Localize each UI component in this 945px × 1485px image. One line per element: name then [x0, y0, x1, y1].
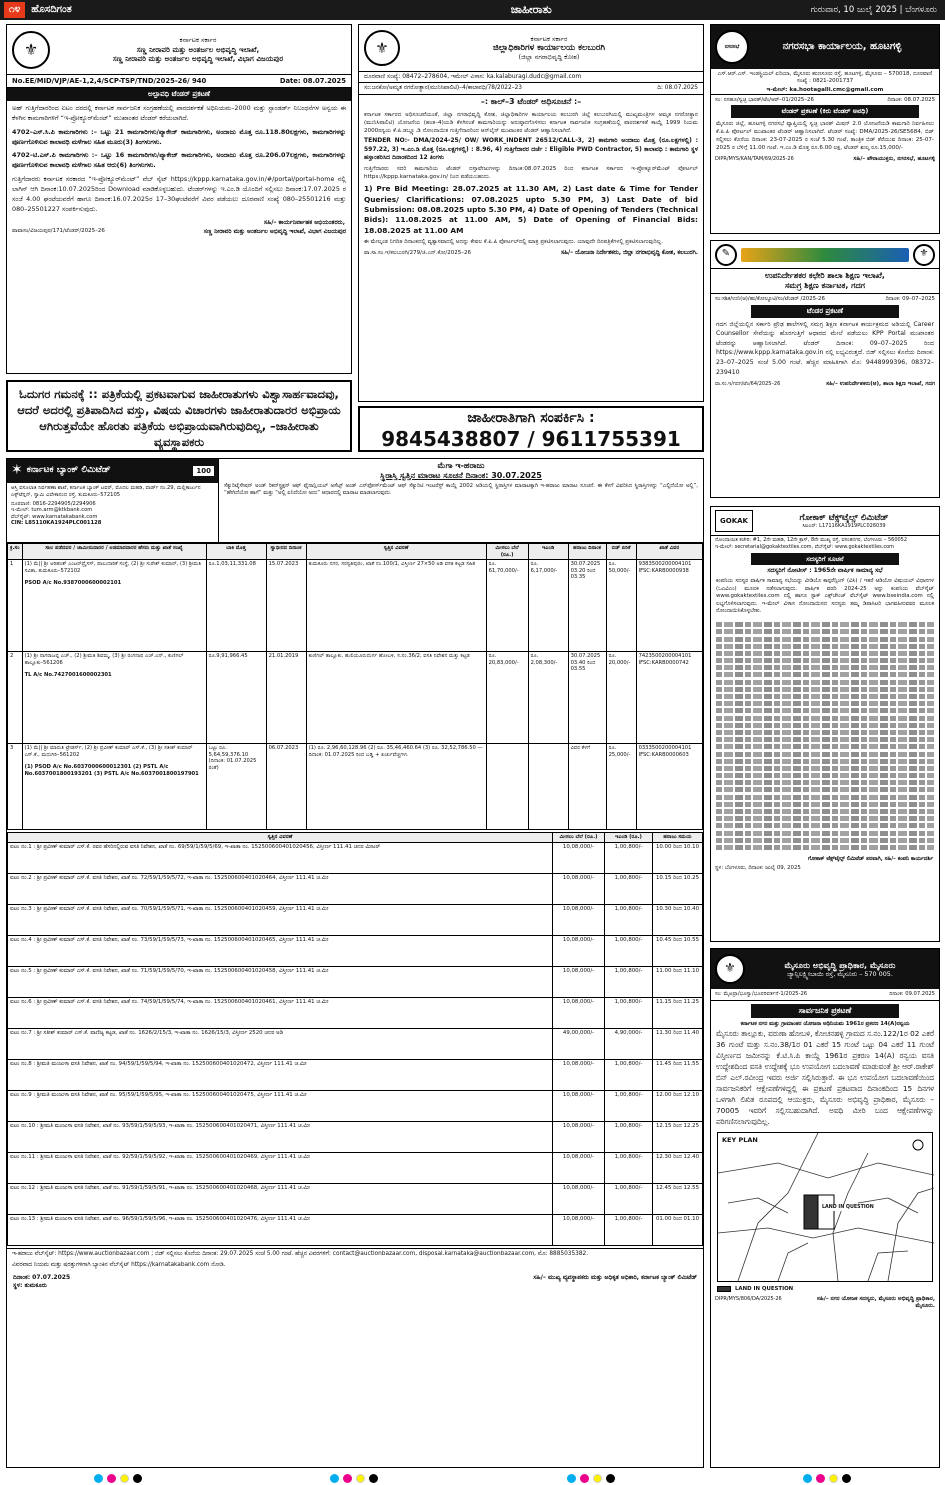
lot-emd: 1,00,800/- — [605, 1214, 653, 1245]
cell-auction: 30.07.2025 03.40 ರಿಂದ 03.55 — [568, 652, 606, 744]
office-cell: (ಜಿಲ್ಲಾ ನಗರಾಭಿವೃದ್ಧಿ ಕೋಶ) — [518, 53, 580, 62]
bank-web: ವೆಬ್‌ಸೈಟ್: www.karnatakabank.com — [11, 513, 98, 520]
lot-row — [8, 1059, 703, 1090]
lot-col-time: ಹರಾಜು ಸಮಯ — [653, 833, 703, 843]
cell-borrower-name: (1) ಶ್ರೀ ನಾಗರಾಜಪ್ಪ ಎಚ್., (2) ಶ್ರೀಮತಿ ಶಿವಮ್ಮ, (3) ಶ್ರೀ ರಂಗನಾಥ ಎಚ್.ಎನ್., ಕುಣಿಗಲ್ ತಾಲ್ಲೂಕು–561206 — [24, 653, 184, 666]
lot-time: 12.45 ರಿಂದ 12.55 — [653, 1183, 703, 1214]
karnataka-emblem-icon: ⚜ — [364, 30, 400, 66]
govt-label: ಕರ್ನಾಟಕ ಸರ್ಕಾರ — [530, 34, 568, 43]
notice-place: ಸ್ಥಳ: ತುಮಕೂರು — [13, 1281, 47, 1289]
signatory: ಸಹಿ/– ಉಪನಿರ್ದೇಶಕರು(ಆ), ಶಾಲಾ ಶಿಕ್ಷಣ ಇಲಾಖೆ, ಗದಗ — [826, 381, 935, 388]
cell-borrower — [22, 560, 206, 652]
lot-row — [8, 935, 703, 966]
cell-reserve: ರೂ. 20,83,000/- — [486, 652, 528, 744]
municipal-emblem-icon — [715, 30, 749, 64]
lot-time: 12.00 ರಿಂದ 12.10 — [653, 1090, 703, 1121]
cell-account-no: (1) PSOD A/c No.6037000600012301 (2) PSTL A/c No.6037001800193201 (3) PSTL A/c No.6037001800197901 — [24, 764, 199, 777]
lot-time: 10.45 ರಿಂದ 10.55 — [653, 935, 703, 966]
place-date: ಸ್ಥಳ: ಬೆಂಗಳೂರು, ದಿನಾಂಕ: ಜುಲೈ 09, 2025 — [715, 864, 801, 871]
lot-desc: ಐಟಂ ನಂ.4 : ಶ್ರೀ ಪ್ರವೀಣ್ ಕುಮಾರ್ ಎಸ್.ಕೆ. ವಸತಿ ನಿವೇಶನ, ಖಾತೆ ನಂ. 73/59/1/59/5/73, ಇ-ಖಾತಾ ನಂ. 152500600401020465, ವಿಸ್ತೀರ್ಣ 111.41 ಚ.ಮೀ — [8, 935, 553, 966]
lot-desc: ಐಟಂ ನಂ.10 : ಶ್ರೀಮತಿ ಮಂಜುಳಾ ವಸತಿ ನಿವೇಶನ, ಖಾತೆ ನಂ. 93/59/1/59/5/93, ಇ-ಖಾತಾ ನಂ. 152500600401020471, ವಿಸ್ತೀರ್ಣ 111.41 ಚ.ಮೀ — [8, 1121, 553, 1152]
notice-footer: ಈ ಮೇಲ್ಕಂಡ ನಿಗದಿತ ದಿನಾಂಕದಲ್ಲಿ ವ್ಯತ್ಯಾಸವಾದಲ್ಲಿ ಅದನ್ನು ಕೇವಲ ಕೆ.ಪಿ.ಪಿ ಪೋರ್ಟಲ್‌ನಲ್ಲಿ ಮಾತ್ರ ಪ್ರಕಟಿಸಲಾಗುವುದು. ಯಾವುದೇ ದಿನಪತ್ರಿಕೆಗಳಲ್ಲಿ ಪ್ರಕಟಿಸಲಾಗುವುದಿಲ್ಲ. — [364, 239, 663, 246]
lot-emd: 1,00,800/- — [605, 997, 653, 1028]
dept-name: ಸಣ್ಣ ನೀರಾವರಿ ಮತ್ತು ಅಂತರ್ಜಲ ಅಭಿವೃದ್ಧಿ ಇಲಾಖೆ, — [136, 44, 260, 54]
cell-possession: 06.07.2023 — [266, 744, 306, 830]
legend-label: LAND IN QUESTION — [735, 1285, 794, 1292]
office-name: ನಗರಸಭಾ ಕಾರ್ಯಾಲಯ, ಹೂಟಗಳ್ಳಿ — [782, 40, 902, 52]
lot-desc: ಐಟಂ ನಂ.3 : ಶ್ರೀ ಪ್ರವೀಣ್ ಕುಮಾರ್ ಎಸ್.ಕೆ. ವಸತಿ ನಿವೇಶನ, ಖಾತೆ ನಂ. 70/59/1/59/5/71, ಇ-ಖಾತಾ ನಂ. 152500600401020459, ವಿಸ್ತೀರ್ಣ 111.41 ಚ.ಮೀ — [8, 904, 553, 935]
ad-karnataka-bank — [6, 458, 704, 1468]
company-email: ಇ-ಮೇಲ್: secretarial@gokaktextiles.com, ವೆಬ್‌ಸೈಟ್: www.gokaktextiles.com — [715, 544, 895, 551]
emblem-label: ನಗರಸಭೆ — [724, 43, 740, 50]
cell-borrower-name: (1) ಮೆ|| ಶ್ರೀ ಮಾರುತಿ ಟ್ರೇಡರ್ಸ್, (2) ಶ್ರೀ ಪ್ರವೀಣ್ ಕುಮಾರ್ ಎಸ್.ಕೆ., (3) ಶ್ರೀ ಸತೀಶ್ ಕುಮಾರ್ ಎಸ್.ಕೆ., ಮಧುಗಿರಿ–561202 — [24, 745, 193, 758]
key-plan-title: KEY PLAN — [722, 1135, 758, 1144]
lot-reserve: 10,08,000/- — [553, 842, 605, 873]
cell-property: ತುಮಕೂರು ನಗರ, ಸರಸ್ವತಿಪುರಂ, ಖಾತೆ ನಂ.100/1, ವಿಸ್ತೀರ್ಣ 27×50 ಅಡಿ ವಸತಿ ಕಟ್ಟಡ ಸಹಿತ — [306, 560, 486, 652]
signatory: ಸಹಿ/– ನಗರ ಯೋಜಕ ಸದಸ್ಯರು, ಮೈಸೂರು ಅಭಿವೃದ್ಧಿ ಪ್ರಾಧಿಕಾರ, ಮೈಸೂರು. — [816, 1296, 935, 1310]
lot-time: 12.30 ರಿಂದ 12.40 — [653, 1152, 703, 1183]
ref-date: ದಿನಾಂಕ: 09–07–2025 — [885, 296, 935, 302]
ad-contact — [358, 406, 704, 452]
tender-dates: 1) Pre Bid Meeting: 28.07.2025 at 11.30 AM, 2) Last date & Time for Tender Queries/ Clarifications: 07.08.2025 upto 5.30 PM, 3) Last Date of bid Submission: 08.08.2025 upto 5.30 PM, 4) Date of Opening of Tenders (Technical Bids): 11.08.2025 at 11.00 AM, 5) Date of Opening of Financial Bids: 18.08.2025 at 11.00 AM — [364, 184, 698, 235]
lot-desc: ಐಟಂ ನಂ.8 : ಶ್ರೀಮತಿ ಮಂಜುಳಾ ವಸತಿ ನಿವೇಶನ, ಖಾತೆ ನಂ. 94/59/1/59/5/94, ಇ-ಖಾತಾ ನಂ. 152500600401020472, ವಿಸ್ತೀರ್ಣ 111.41 ಚ.ಮೀ — [8, 1059, 553, 1090]
cell-emd — [528, 744, 568, 830]
lot-time: 11.15 ರಿಂದ 11.25 — [653, 997, 703, 1028]
cell-account-no: PSOD A/c No.9387000600002101 — [24, 580, 122, 586]
lot-emd: 1,00,800/- — [605, 1059, 653, 1090]
lot-emd: 1,00,800/- — [605, 1152, 653, 1183]
cell-emd: ರೂ. 6,17,000/- — [528, 560, 568, 652]
office-sub: ಸಮಗ್ರ ಶಿಕ್ಷಣ ಕರ್ನಾಟಕ, ಗದಗ — [785, 281, 865, 290]
cell-no: 3 — [8, 744, 23, 830]
cmyk-marks-3 — [567, 1474, 615, 1483]
lot-reserve: 10,08,000/- — [553, 1059, 605, 1090]
col-account: ಖಾತೆ ವಿವರ — [636, 544, 702, 560]
bank-office: ಆಸ್ತಿ ವಸೂಲಾತಿ ನಿರ್ವಹಣಾ ಶಾಖೆ, ಕರ್ನಾಟಕ ಬ್ಯಾಂಕ್ ಟವರ್, ಮೊದಲ ಮಹಡಿ, ವಾರ್ಡ್ ನಂ.29, ಮಲ್ಲಿಕಾರ್ಜುನ ಎಕ್ಸ್‌ಟೆನ್ಷನ್, ಸ್ವಾಮಿ ವಿವೇಕಾನಂದ ರಸ್ತೆ, ತುಮಕೂರು–572105 — [11, 485, 201, 498]
signatory: ಸಹಿ/– ಯೋಜನಾ ನಿರ್ದೇಶಕರು, ಜಿಲ್ಲಾ ನಗರಾಭಿವೃದ್ಧಿ ಕೋಶ, ಕಲಬುರಗಿ. — [560, 250, 698, 257]
col-borrower: ಸಾಲ ಪಡೆದವರ / ಜಾಮೀನುದಾರರ / ಅಡಮಾನದಾರರ ಹೆಸರು ಮತ್ತು ಖಾತೆ ಸಂಖ್ಯೆ — [22, 544, 206, 560]
notice-date: ದಿನಾಂಕ: 07.07.2025 — [13, 1274, 71, 1282]
ad-kalaburagi — [358, 24, 704, 402]
lot-row — [8, 966, 703, 997]
lot-emd: 4,90,000/- — [605, 1028, 653, 1059]
auction-row — [8, 744, 703, 830]
cell-possession: 21.01.2019 — [266, 652, 306, 744]
notice-act: ಕರ್ನಾಟಕ ನಗರ ಮತ್ತು ಗ್ರಾಮಾಂತರ ಯೋಜನಾ ಅಧಿನಿಯಮ 1961ರ ಪ್ರಕರಣ 14(A)ರನ್ವಯ — [740, 1020, 910, 1027]
lot-reserve: 10,08,000/- — [553, 1214, 605, 1245]
cell-reserve: ರೂ. 61,70,000/- — [486, 560, 528, 652]
notice-body: ಗದಗ ಜಿಲ್ಲೆಯಲ್ಲಿನ ಸರ್ಕಾರಿ ಪ್ರೌಢ ಶಾಲೆಗಳಲ್ಲಿ ಸಮಗ್ರ ಶಿಕ್ಷಣ ಕರ್ನಾಟಕ ಕಾರ್ಯಕ್ರಮದ ಅಡಿಯಲ್ಲಿ Career Counsellor ಸೇವೆಯನ್ನು ಹೊರಗುತ್ತಿಗೆ ಆಧಾರದ ಮೇಲೆ ಪಡೆಯಲು KPP Portal ಮುಖಾಂತರ ಟೆಂಡರನ್ನು ಆಹ್ವಾನಿಸಲಾಗಿದೆ. ಟೆಂಡರ್ ದಿನಾಂಕ: 09–07–2025 ರಿಂದ https://www.kppp.karnataka.gov.in ನಲ್ಲಿ ಲಭ್ಯವಿರುತ್ತದೆ. ಬಿಡ್ ಸಲ್ಲಿಸಲು ಕೊನೆಯ ದಿನಾಂಕ: 23–07–2025 ಸಂಜೆ 5.00 ಗಂಟೆ. ಹೆಚ್ಚಿನ ಮಾಹಿತಿಗಾಗಿ ಮೊ: 9448999396, 08372–239410 — [716, 320, 934, 376]
land-label: LAND IN QUESTION — [822, 1204, 874, 1210]
contact-title: ಜಾಹೀರಾತಿಗಾಗಿ ಸಂಪರ್ಕಿಸಿ : — [467, 410, 595, 426]
cell-borrower — [22, 652, 206, 744]
dept-division: ಸಣ್ಣ ನೀರಾವರಿ ಮತ್ತು ಅಂತರ್ಜಲ ಅಭಿವೃದ್ಧಿ ಇಲಾಖೆ, ವಿಭಾಗ ವಿಜಯಪುರ — [112, 53, 284, 63]
lot-emd: 1,00,800/- — [605, 966, 653, 997]
notice-body: ಮೈಸೂರು ತಾಲ್ಲೂಕು, ವರುಣಾ ಹೋಬಳಿ, ಕೋಚನಹಳ್ಳಿ ಗ್ರಾಮದ ಸ.ನಂ.122/1ರ 02 ಎಕರೆ 36 ಗುಂಟೆ ಮತ್ತು ಸ.ನಂ.38/1ರ 01 ಎಕರೆ 15 ಗುಂಟೆ ಒಟ್ಟು 04 ಎಕರೆ 11 ಗುಂಟೆ ವಿಸ್ತೀರ್ಣದ ಜಮೀನನ್ನು ಕೆ.ಟಿ.ಸಿ.ಪಿ ಕಾಯ್ದೆ 1961ರ ಪ್ರಕರಣ 14(A) ರನ್ವಯ ವಸತಿ ಉದ್ದೇಶದಿಂದ ವಸತಿ ಉದ್ದೇಶಕ್ಕೆ ಭೂ ಉಪಯೋಗ ಬದಲಾವಣೆ ಮಾಡುವಂತೆ ಶ್ರೀ ಆರ್.ರಾಕೇಶ್ ಬಿನ್ ಎಲ್.ರವೀಂದ್ರ ಇವರು ಅರ್ಜಿ ಸಲ್ಲಿಸಿರುತ್ತಾರೆ. ಈ ಭೂ ಉಪಯೋಗ ಬದಲಾವಣೆಯಿಂದ ಸಾರ್ವಜನಿಕರಿಗೆ ಆಕ್ಷೇಪಣೆಗಳಿದ್ದಲ್ಲಿ ಈ ಪ್ರಕಟಣೆ ಪ್ರಕಟವಾದ ದಿನಾಂಕದಿಂದ 15 ದಿನಗಳ ಒಳಗಾಗಿ ಲಿಖಿತ ರೂಪದಲ್ಲಿ ಆಯುಕ್ತರು, ಮೈಸೂರು ಅಭಿವೃದ್ಧಿ ಪ್ರಾಧಿಕಾರ, ಮೈಸೂರು – 70005 ಇವರಿಗೆ ಸಲ್ಲಿಸಬಹುದಾಗಿದೆ. ಅವಧಿ ಮೀರಿ ಬಂದ ಆಕ್ಷೇಪಣೆಗಳನ್ನು ಪರಿಗಣಿಸಲಾಗುವುದಿಲ್ಲ. — [716, 1029, 934, 1126]
bank-email: ಇ-ಮೇಲ್: tum.arm@ktkbank.com — [11, 507, 93, 513]
tender-details: TENDER NO:- DMA/2024-25/ OW/ WORK_INDENT 26512/CALL-3, 2) ಕಾಮಗಾರಿ ಅಂದಾಜು ಮೊತ್ತ (ರೂ.ಲಕ್ಷಗಳಲ್ಲಿ) : 597.22, 3) ಇ.ಎಂ.ಡಿ ಮೊತ್ತ (ರೂ.ಲಕ್ಷಗಳಲ್ಲಿ) : 8.96, 4) ಗುತ್ತಿಗೆದಾರರ ದರ್ಜೆ : Eligible PWD Contractor, 5) ಕಾಲಾವಧಿ : ಕಾಮಗಾರಿ ಸ್ಥಳ ಹಸ್ತಾಂತರಿಸಿದ ದಿನಾಂಕದಿಂದ 12 ತಿಂಗಳು — [364, 137, 698, 162]
office-name: ಮೈಸೂರು ಅಭಿವೃದ್ಧಿ ಪ್ರಾಧಿಕಾರ, ಮೈಸೂರು — [784, 959, 896, 970]
lot-reserve: 10,08,000/- — [553, 904, 605, 935]
cmyk-marks-2 — [330, 1474, 378, 1483]
sale-intro: ಸೆಕ್ಯುರಿಟೈಸೇಷನ್ ಅಂಡ್ ರಿಕನ್‌ಸ್ಟ್ರಕ್ಷನ್ ಆಫ್ ಫೈನಾನ್ಷಿಯಲ್ ಅಸೆಟ್ಸ್ ಅಂಡ್ ಎನ್‌ಫೋರ್ಸ್‌ಮೆಂಟ್ ಆಫ್ ಸೆಕ್ಯುರಿಟಿ ಇಂಟರೆಸ್ಟ್ ಕಾಯ್ದೆ 2002 ಅಡಿಯಲ್ಲಿ ಸ್ಥಿರಾಸ್ತಿಗಳ ಮಾರಾಟಕ್ಕಾಗಿ ಇ-ಹರಾಜು ಮಾರಾಟ ಸೂಚನೆ. ಈ ಕೆಳಗೆ ವಿವರಿಸಿದ ಸ್ಥಿರಾಸ್ತಿಗಳನ್ನು “ಎಲ್ಲಿದೆಯೋ ಅಲ್ಲಿ”, “ಹೇಗಿದೆಯೋ ಹಾಗೆ” ಮತ್ತು “ಅಲ್ಲಿ ಏನಿದೆಯೋ ಅದು” ಆಧಾರದಲ್ಲಿ ಮಾರಾಟ ಮಾಡಲಾಗುವುದು. — [224, 483, 698, 497]
cell-property: ಕುಣಿಗಲ್ ತಾಲ್ಲೂಕು, ಹುಲಿಯೂರುದುರ್ಗ ಹೋಬಳಿ, ಸ.ನಂ.36/2, ವಸತಿ ನಿವೇಶನ ಮತ್ತು ಕಟ್ಟಡ — [306, 652, 486, 744]
paper-name: ಹೊಸದಿಗಂತ — [31, 3, 72, 15]
company-address: ನೋಂದಾಯಿತ ಕಚೇರಿ: #1, 2ನೇ ಮಹಡಿ, 12ನೇ ಕ್ರಾಸ್, 8ನೇ ಮುಖ್ಯ ರಸ್ತೆ, ವಸಂತನಗರ, ಬೆಂಗಳೂರು – 560052 — [715, 537, 908, 543]
lot-reserve: 10,08,000/- — [553, 1183, 605, 1214]
signatory-office: ಸಣ್ಣ ನೀರಾವರಿ ಮತ್ತು ಅಂತರ್ಜಲ ಅಭಿವೃದ್ಧಿ ಇಲಾಖೆ, ವಿಭಾಗ ವಿಜಯಪುರ — [203, 228, 346, 236]
lot-emd: 1,00,800/- — [605, 842, 653, 873]
lot-table — [7, 832, 703, 1246]
col-no: ಕ್ರ.ಸಂ — [8, 544, 23, 560]
lot-reserve: 10,08,000/- — [553, 1121, 605, 1152]
lot-emd: 1,00,800/- — [605, 873, 653, 904]
cell-due: ರೂ.9,91,966.45 — [206, 652, 266, 744]
lot-time: 11.00 ರಿಂದ 11.10 — [653, 966, 703, 997]
karnataka-bank-logo-icon: ✶ — [11, 462, 23, 479]
lot-row — [8, 1152, 703, 1183]
ad-gokak — [710, 506, 940, 942]
lot-reserve: 10,08,000/- — [553, 1152, 605, 1183]
auction-table — [7, 543, 703, 830]
lot-time: 11.30 ರಿಂದ 11.40 — [653, 1028, 703, 1059]
dateline: ಗುರುವಾರ, 10 ಜುಲೈ 2025 | ಬೆಂಗಳೂರು — [810, 4, 937, 15]
cell-due: ರೂ.1,03,11,331.08 — [206, 560, 266, 652]
col-emd: ಇಎಂಡಿ — [528, 544, 568, 560]
lot-time: 10.30 ರಿಂದ 10.40 — [653, 904, 703, 935]
signatory: ಗೋಕಾಕ್ ಟೆಕ್ಸ್‌ಟೈಲ್ಸ್ ಲಿಮಿಟೆಡ್ ಪರವಾಗಿ, ಸಹಿ/– ಕಂಪನಿ ಕಾರ್ಯದರ್ಶಿ — [807, 856, 933, 863]
lot-emd: 1,00,800/- — [605, 935, 653, 966]
ref-number: ಸಂ:ಜನಕೋ/ಅಮೃತ ನಗರೋತ್ಥಾನ(ಮುನಿಸಿಪಾಲಿಟಿ)–4/ಕಾಲಾವಧಿ/78/2022–23 — [364, 84, 522, 91]
legend-swatch — [717, 1286, 731, 1292]
col-possession: ಸ್ವಾಧೀನದ ದಿನಾಂಕ — [266, 544, 306, 560]
contact-phones: 9845438807 / 9611755391 — [381, 426, 681, 451]
lot-reserve: 10,08,000/- — [553, 935, 605, 966]
lot-row — [8, 1121, 703, 1152]
cell-possession: 15.07.2023 — [266, 560, 306, 652]
gokak-logo: GOKAK — [715, 510, 753, 532]
registration-marks — [0, 1472, 945, 1485]
cmyk-marks-4 — [803, 1474, 851, 1483]
company-cin: ಸಿಐಎನ್: L17116KA1919PLC026039 — [802, 523, 886, 530]
notice-body: ಕರ್ನಾಟಕ ಸರ್ಕಾರದ ಅಧಿಸೂಚನೆಯಂತೆ, ಜಿಲ್ಲಾ ನಗರಾಭಿವೃದ್ಧಿ ಕೋಶ, ಜಿಲ್ಲಾಧಿಕಾರಿಗಳ ಕಾರ್ಯಾಲಯ ಕಲಬುರಗಿ ಜಿಲ್ಲೆ ಕಲಬುರಗಿಯಲ್ಲಿ ಮುಖ್ಯಮಂತ್ರಿಗಳ ಅಮೃತ ನಗರೋತ್ಥಾನ (ಮುನಿಸಿಪಾಲಿಟಿ) ಯೋಜನೆಯ (ಹಂತ–4)ಯಡಿ ಕೆಳಗಿನಂತೆ ಕಾಮಗಾರಿಯನ್ನು ಅನುಷ್ಠಾನಗೊಳಿಸಲು ಕರ್ನಾಟಕ ಸಾರ್ವಜನಿಕ ಸಂಗ್ರಹಣೆಯಲ್ಲಿ ಪಾರದರ್ಶಕತೆ ಕಾಯ್ದೆ 1999 ನಿಯಮ 2000ರನ್ವಯ ಕೆ.ಪಿ.ಡಬ್ಲ್ಯೂ.ಡಿ ನೋಂದಾಯಿತ ಗುತ್ತಿಗೆದಾರರಿಂದ ಆನ್‌ಲೈನ್ ಮುಖಾಂತರ ಟೆಂಡರ್ ಆಹ್ವಾನಿಸಲಾಗಿದೆ. — [364, 111, 698, 134]
cell-borrower-name: (1) ಮೆ|| ಶ್ರೀ ಅರಿಹಂತ್ ಎಂಟರ್‌ಪ್ರೈಸಸ್, ಪಾಲುದಾರಿಕೆ ಸಂಸ್ಥೆ, (2) ಶ್ರೀ ಸುರೇಶ್ ಕುಮಾರ್, (3) ಶ್ರೀಮತಿ ಸವಿತಾ, ತುಮಕೂರು–572102 — [24, 561, 202, 574]
ref-date: Date: 08.07.2025 — [279, 77, 346, 85]
lot-desc: ಐಟಂ ನಂ.12 : ಶ್ರೀಮತಿ ಮಂಜುಳಾ ವಸತಿ ನಿವೇಶನ, ಖಾತೆ ನಂ. 91/59/1/59/5/91, ಇ-ಖಾತಾ ನಂ. 152500600401020468, ವಿಸ್ತೀರ್ಣ 111.41 ಚ.ಮೀ — [8, 1183, 553, 1214]
notice-para: ಅಹ್ ಗುತ್ತಿಗೆದಾರರಿಂದ ಐಟಂ ದರದಲ್ಲಿ ಕರ್ನಾಟಕ ಸಾರ್ವಜನಿಕ ಸಂಗ್ರಹಣೆಯಲ್ಲಿ ಪಾರದರ್ಶಕತೆ ಅಧಿನಿಯಮ–2000 ಮತ್ತು ಸ್ಟಾಂಡರ್ಡ್ ನಿಬಂಧನೆಗಳ ಅನ್ವಯ ಈ ಕೆಳಗಿನ ಕಾಮಗಾರಿಗಳಿಗೆ “ಇ-ಪ್ರೋಕ್ಯೂರ್‌ಮೆಂಟ್” ಮುಖಾಂತರ ಟೆಂಡರ್ ಕರೆಯಲಾಗಿದೆ. — [12, 104, 346, 123]
readers-notice-text: ಓದುಗರ ಗಮನಕ್ಕೆ :: ಪತ್ರಿಕೆಯಲ್ಲಿ ಪ್ರಕಟವಾಗುವ ಜಾಹೀರಾತುಗಳು ವಿಶ್ವಾಸಾರ್ಹವಾದವು, ಆದರೆ ಅದರಲ್ಲಿ ಪ್ರತಿಪಾದಿಸಿದ ವಸ್ತು, ವಿಷಯ ವಿಚಾರಗಳು ಜಾಹೀರಾತುದಾರರ ಅಭಿಪ್ರಾಯ ಆಗಿರುತ್ತವೆಯೇ ಹೊರತು ಪತ್ರಿಕೆಯ ಅಭಿಪ್ರಾಯವಾಗಿರುವುದಿಲ್ಲ, –ಜಾಹೀರಾತು ವ್ಯವಸ್ಥಾಪಕರು — [17, 387, 341, 450]
cell-emd: ರೂ. 2,08,300/- — [528, 652, 568, 744]
notice-para-portal: ಗುತ್ತಿಗೆದಾರರು ಕರ್ನಾಟಕ ಸರಕಾರದ “ಇ-ಪ್ರೋಕ್ಯೂರ್‌ಮೆಂಟ್” ವೆಬ್ ಸೈಟ್ https://kppp.karnataka.gov.in/#/portal/portal-home ನಲ್ಲಿ ಲಾಗಿನ್ ಆಗಿ ದಿನಾಂಕ:10.07.2025ರಿಂದ Download ಮಾಡಿಕೊಳ್ಳಬಹುದು. ಟೆಂಡರ್‌ಗಳನ್ನು ಇ.ಎಂ.ಡಿ ಯೊಂದಿಗೆ ಸಲ್ಲಿಸಲು ದಿನಾಂಕ:17.07.2025 ರ ಸಂಜೆ 4.00 ಘಂಟೆಯವರೆಗೆ ಹಾಗೂ ದಿನಾಂಕ:16.07.2025ರ 17–30ಘಂಟೆವರೆಗೆ ವಿವರ ಪಡೆಯಲು ದೂರವಾಣಿ ಸಂಖ್ಯೆ 080–25501216 ಮತ್ತು 080–25501227 ಸಂಪರ್ಕಿಸುವುದು. — [12, 174, 346, 214]
lot-row — [8, 1183, 703, 1214]
notice-title: ಟೆಂಡರ್ ಪ್ರಕಟಣೆ (ಕಿರು ಟೆಂಡರ್ ಅವಧಿ) — [731, 105, 919, 117]
auction-row — [8, 652, 703, 744]
ad-gadag — [710, 240, 940, 498]
cell-increment: ರೂ. 50,000/- — [606, 560, 636, 652]
cell-due: ಒಟ್ಟು ರೂ. 5,64,59,376.10 (ದಿನಾಂಕ: 01.07.2025 ರಂತೆ) — [206, 744, 266, 830]
col-reserve: ಮೀಸಲು ಬೆಲೆ (ರೂ.) — [486, 544, 528, 560]
cell-auction: 30.07.2025 03.20 ರಿಂದ 03.35 — [568, 560, 606, 652]
sale-notice-title: ಸ್ಥಿರಾಸ್ತಿ ಸ್ವತ್ತಿನ ಮಾರಾಟ ಸೂಚನೆ ದಿನಾಂಕ: 30.07.2025 — [380, 471, 542, 480]
notice-body: ಮೈಸೂರು ಜಿಲ್ಲೆ, ಹೂಟಗಳ್ಳಿ ನಗರಸಭೆ ವ್ಯಾಪ್ತಿಯಲ್ಲಿ ಸ್ವಚ್ಛ ಭಾರತ್ ಮಿಷನ್ 2.0 ಯೋಜನೆಯಡಿ ಕಾಮಗಾರಿ ನಿರ್ವಹಿಸಲು ಕೆ.ಪಿ.ಪಿ ಪೋರ್ಟಲ್ ಮುಖಾಂತರ ಟೆಂಡರ್ ಆಹ್ವಾನಿಸಲಾಗಿದೆ. ಟೆಂಡರ್ ಸಂಖ್ಯೆ: DMA/2025-26/SE5684, ಬಿಡ್ ಸಲ್ಲಿಸಲು ಕೊನೆಯ ದಿನಾಂಕ: 23-07-2025 ರ ಸಂಜೆ 5.30 ಗಂಟೆ, ತಾಂತ್ರಿಕ ಬಿಡ್ ತೆರೆಯುವ ದಿನಾಂಕ: 25-07-2025 ರ ಬೆಳಿಗ್ಗೆ 11.00 ಗಂಟೆ. ಇ.ಎಂ.ಡಿ ಮೊತ್ತ ರೂ.6.00 ಲಕ್ಷ, ಟೆಂಡರ್ ಶುಲ್ಕ ರೂ.15,000/- — [716, 120, 934, 151]
dipr-code: ವಾ.ಸಂ.ಇ/ಗದಗ/ಟೆಂ/64/2025–26 — [715, 381, 781, 388]
bank-signatory: ಸಹಿ/– ಮುಖ್ಯ ವ್ಯವಸ್ಥಾಪಕರು ಮತ್ತು ಅಧಿಕೃತ ಅಧಿಕಾರಿ, ಕರ್ನಾಟಕ ಬ್ಯಾಂಕ್ ಲಿಮಿಟೆಡ್ — [533, 1274, 697, 1282]
govt-label: ಕರ್ನಾಟಕ ಸರ್ಕಾರ — [179, 36, 217, 45]
ref-date: ದಿ: 08.07.2025 — [657, 84, 698, 91]
page-number: ೧೪ — [4, 2, 25, 19]
lot-desc: ಐಟಂ ನಂ.11 : ಶ್ರೀಮತಿ ಮಂಜುಳಾ ವಸತಿ ನಿವೇಶನ, ಖಾತೆ ನಂ. 92/59/1/59/5/92, ಇ-ಖಾತಾ ನಂ. 152500600401020469, ವಿಸ್ತೀರ್ಣ 111.41 ಚ.ಮೀ — [8, 1152, 553, 1183]
ref-number: ಸಂ: ನಸಹೂ/ಸ್ವಚ್ಛ ಭಾರತ್/ಟೆಂ/ಆರ್–01/2025–26 — [715, 96, 814, 103]
notice-title: –: ಕಾಲ್–3 ಟೆಂಡರ್ ಅಧಿಸೂಚನೆ :– — [480, 96, 582, 106]
contact-line: ದೂರವಾಣಿ ಸಂಖ್ಯೆ: 08472–278604, ಇಮೇಲ್ ವಿಳಾಸ: ka.kalaburagi.dudc@gmail.com — [359, 71, 703, 83]
lot-row — [8, 997, 703, 1028]
signatory: ಸಹಿ/– ಪೌರಾಯುಕ್ತರು, ನಗರಸಭೆ, ಹೂಟಗಳ್ಳಿ — [853, 156, 935, 163]
cell-no: 2 — [8, 652, 23, 744]
col-increment: ಬಿಡ್ ಏರಿಕೆ — [606, 544, 636, 560]
cell-property: (1) ರೂ. 2,96,60,128.96 (2) ರೂ. 35,46,460.64 (3) ರೂ. 32,52,786.50 — ದಿನಾಂಕ: 01.07.2025 ರಿಂದ ಬಡ್ಡಿ + ಖರ್ಚುವೆಚ್ಚಗಳು — [306, 744, 486, 830]
masthead — [0, 0, 945, 20]
office-email: ಇ-ಮೇಲ್: ka.hootagalli.cmc@gmail.com — [766, 86, 884, 93]
cell-account-no: TL A/c No.7427001600002301 — [24, 672, 112, 678]
lot-row — [8, 1028, 703, 1059]
cell-borrower — [22, 744, 206, 830]
lot-reserve: 10,08,000/- — [553, 1090, 605, 1121]
lot-desc: ಐಟಂ ನಂ.6 : ಶ್ರೀ ಪ್ರವೀಣ್ ಕುಮಾರ್ ಎಸ್.ಕೆ. ವಸತಿ ನಿವೇಶನ, ಖಾತೆ ನಂ. 74/59/1/59/5/74, ಇ-ಖಾತಾ ನಂ. 152500600401020461, ವಿಸ್ತೀರ್ಣ 111.41 ಚ.ಮೀ — [8, 997, 553, 1028]
samagra-shikshana-logo-icon: ✎ — [715, 244, 737, 266]
ad-muda — [710, 948, 940, 1468]
cell-no: 1 — [8, 560, 23, 652]
lot-emd: 1,00,800/- — [605, 904, 653, 935]
bank-name: ಕರ್ನಾಟಕ ಬ್ಯಾಂಕ್ ಲಿಮಿಟೆಡ್ — [26, 465, 111, 476]
lot-row — [8, 842, 703, 873]
centenary-badge: 100 — [193, 466, 214, 477]
ref-date: ದಿನಾಂಕ: 09.07.2025 — [889, 991, 935, 997]
mega-auction-title: ಮೆಗಾ ಇ-ಹರಾಜು — [437, 461, 485, 470]
lot-reserve: 49,00,000/- — [553, 1028, 605, 1059]
bank-footer-1: ಇ-ಹರಾಜು ವೆಬ್‌ಸೈಟ್: https://www.auctionbazaar.com ; ಬಿಡ್ ಸಲ್ಲಿಸಲು ಕೊನೆಯ ದಿನಾಂಕ: 29.07.2025 ಸಂಜೆ 5.00 ಗಂಟೆ. ಹೆಚ್ಚಿನ ವಿವರಗಳಿಗೆ: contact@auctionbazaar.com, disposal.karnataka@auctionbazaar.com, ಮೊ: 8885035382. — [7, 1248, 703, 1261]
notice-title: ಸದಸ್ಯರಿಗೆ ಸೂಚನೆ — [751, 553, 899, 565]
ref-number: No.EE/MID/VJP/AE-1,2,4/SCP-TSP/TND/2025-26/ 940 — [12, 77, 207, 85]
notice-fine-print — [711, 618, 939, 854]
key-plan-map — [717, 1132, 933, 1282]
lot-time: 12.15 ರಿಂದ 12.25 — [653, 1121, 703, 1152]
lot-desc: ಐಟಂ ನಂ.1 : ಶ್ರೀ ಪ್ರವೀಣ್ ಕುಮಾರ್ ಎಸ್.ಕೆ. ರವರ ಹೆಸರಿನಲ್ಲಿರುವ ವಸತಿ ನಿವೇಶನ, ಖಾತೆ ನಂ. 69/59/1/59/5/69, ಇ-ಖಾತಾ ನಂ. 152500600401020456, ವಿಸ್ತೀರ್ಣ 111.41 ಚದರ ಮೀಟರ್ — [8, 842, 553, 873]
dipr-code: ವಾವಾಸಂ/ವಿಜಯಪುರ/171/ಟೆಂಡರ್/2025–26 — [12, 228, 105, 235]
notice-title: ಸಾರ್ವಜನಿಕ ಪ್ರಕಟಣೆ — [751, 1004, 899, 1018]
lot-reserve: 10,08,000/- — [553, 873, 605, 904]
ref-number: ಸಂ:ಸಶಿಕ/ಉನಿ(ಆ)/ಹು/ಕೋಲ್ಯೂಟಿ/ಸಂ/ಟೆಂಡರ್ /2025-26 — [715, 296, 825, 302]
bank-phone: ದೂರವಾಣಿ: 0816-2294905/2294906 — [11, 500, 96, 507]
lot-time: 01.00 ರಿಂದ 01.10 — [653, 1214, 703, 1245]
lot-time: 10.15 ರಿಂದ 10.25 — [653, 873, 703, 904]
cell-account: 9383500200004101 IFSC:KARB0000938 — [636, 560, 702, 652]
lot-desc: ಐಟಂ ನಂ.2 : ಶ್ರೀ ಪ್ರವೀಣ್ ಕುಮಾರ್ ಎಸ್.ಕೆ. ವಸತಿ ನಿವೇಶನ, ಖಾತೆ ನಂ. 72/59/1/59/5/72, ಇ-ಖಾತಾ ನಂ. 152500600401020464, ವಿಸ್ತೀರ್ಣ 111.41 ಚ.ಮೀ — [8, 873, 553, 904]
ad-minor-irrigation — [6, 24, 352, 374]
cmyk-marks-1 — [94, 1474, 142, 1483]
ref-number: ಸಂ: ಮೈಅಪ್ರಾ/ಭೂಸ್ವಾ/ಭೂಪರಿವರ್ತನೆ-1/2025-26 — [715, 991, 808, 997]
cell-auction: ವಿವರ ಕೆಳಗೆ — [568, 744, 606, 830]
readers-notice — [6, 380, 352, 452]
lot-col-desc: ಸ್ವತ್ತಿನ ವಿವರಣೆ — [8, 833, 553, 843]
notice-title: ಟೆಂಡರ ಪ್ರಕಟಣೆ — [751, 305, 899, 318]
cell-increment: ರೂ. 20,000/- — [606, 652, 636, 744]
lot-emd: 1,00,800/- — [605, 1121, 653, 1152]
company-name: ಗೋಕಾಕ್ ಟೆಕ್ಸ್‌ಟೈಲ್ಸ್ ಲಿಮಿಟೆಡ್ — [799, 512, 889, 523]
lot-reserve: 10,08,000/- — [553, 966, 605, 997]
notice-body: ಕಂಪನಿಯ ಸದಸ್ಯರ ವಾರ್ಷಿಕ ಸಾಮಾನ್ಯ ಸಭೆಯನ್ನು ವೀಡಿಯೊ ಕಾನ್ಫರೆನ್ಸಿಂಗ್ (ವಿಸಿ) / ಇತರೆ ಆಡಿಯೋ ವಿಷುಯಲ್ ವಿಧಾನಗಳ (ಒಎವಿಎಂ) ಮೂಲಕ ನಡೆಸಲಾಗುವುದು. ವಾರ್ಷಿಕ ವರದಿ 2024-25 ಅನ್ನು ಕಂಪನಿಯ ವೆಬ್‌ಸೈಟ್ www.gokaktextiles.com ನಲ್ಲಿ ಹಾಗೂ ಸ್ಟಾಕ್ ಎಕ್ಸ್‌ಚೇಂಜ್ ವೆಬ್‌ಸೈಟ್ www.bseindia.com ನಲ್ಲಿ ಲಭ್ಯಗೊಳಿಸಲಾಗುವುದು. ಇ-ಮೇಲ್ ವಿಳಾಸ ನೋಂದಾಯಿಸದ ಸದಸ್ಯರು ತಮ್ಮ ಡಿಪಾಸಿಟರಿ ಭಾಗವಹಿಸುವವರ ಮೂಲಕ ನೋಂದಾಯಿಸಿಕೊಳ್ಳಬೇಕು. — [716, 578, 934, 615]
karnataka-emblem-icon: ⚜ — [12, 31, 50, 69]
office-address: ಎಸ್.ಆರ್.ಎಸ್. ಇಂಡಸ್ಟ್ರಿಯಲ್ ಏರಿಯಾ, ಮೈಸೂರು ಹುಣಸೂರು ರಸ್ತೆ, ಹೂಟಗಳ್ಳಿ, ಮೈಸೂರು – 570018, ದೂರವಾಣಿ ಸಂಖ್ಯೆ : 0821-2001737 — [717, 71, 933, 84]
bank-cin: CIN: L85110KA1924PLC001128 — [11, 520, 102, 526]
col-property: ಸ್ವತ್ತಿನ ವಿವರಣೆ — [306, 544, 486, 560]
cell-account: 7423500200004101 IFSC:KARB0000742 — [636, 652, 702, 744]
lot-row — [8, 873, 703, 904]
bank-footer-2: ವಿವರವಾದ ನಿಯಮ ಮತ್ತು ಷರತ್ತುಗಳಿಗಾಗಿ ಬ್ಯಾಂಕಿನ ವೆಬ್‌ಸೈಟ್ https://karnatakabank.com ನೋಡಿ. — [12, 1262, 226, 1269]
notice-title: ಅಲ್ಪಾವಧಿ ಟೆಂಡರ್ ಪ್ರಕಟಣೆ — [7, 88, 351, 101]
notice-para-scp: 4702–ಎಸ್.ಸಿ.ಪಿ ಕಾಮಗಾರಿಗಳು :– ಒಟ್ಟು 21 ಕಾಮಗಾರಿಗಳು/ಪ್ಯಾಕೇಜ್ ಕಾಮಗಾರಿಗಳು, ಅಂದಾಜು ಮೊತ್ತ ರೂ.118.80ಲಕ್ಷಗಳು, ಕಾಮಗಾರಿಗಳನ್ನು ಪೂರ್ಣಗೊಳಿಸುವ ಕಾಲಾವಧಿ ಮಳೆಗಾಲ ಸಹಿತ ಮೂರು(3) ತಿಂಗಳುಗಳು. — [12, 127, 346, 146]
office-name: ಉಪನಿರ್ದೇಶಕರ ಕಛೇರಿ ಶಾಲಾ ಶಿಕ್ಷಣ ಇಲಾಖೆ, — [765, 271, 885, 280]
cell-increment: ರೂ. 25,000/- — [606, 744, 636, 830]
dipr-code: DIPR/MYS/KAN/TAM/69/2025-26 — [715, 156, 794, 163]
cell-account: 0333500200004101 IFSC:KARB0000603 — [636, 744, 702, 830]
lot-desc: ಐಟಂ ನಂ.13 : ಶ್ರೀಮತಿ ಮಂಜುಳಾ ವಸತಿ ನಿವೇಶನ, ಖಾತೆ ನಂ. 96/59/1/59/5/96, ಇ-ಖಾತಾ ನಂ. 152500600401020476, ವಿಸ್ತೀರ್ಣ 111.41 ಚ.ಮೀ — [8, 1214, 553, 1245]
land-in-question-plot — [804, 1195, 818, 1229]
lot-row — [8, 1090, 703, 1121]
lot-emd: 1,00,800/- — [605, 1183, 653, 1214]
lot-time: 11.45 ರಿಂದ 11.55 — [653, 1059, 703, 1090]
dipr-code: DIPR/MYS/806/DA/2025-26 — [715, 1296, 782, 1303]
muda-emblem-icon: ⚜ — [715, 954, 745, 984]
lot-desc: ಐಟಂ ನಂ.9 : ಶ್ರೀಮತಿ ಮಂಜುಳಾ ವಸತಿ ನಿವೇಶನ, ಖಾತೆ ನಂ. 95/59/1/59/5/95, ಇ-ಖಾತಾ ನಂ. 152500600401020475, ವಿಸ್ತೀರ್ಣ 111.41 ಚ.ಮೀ — [8, 1090, 553, 1121]
lot-row — [8, 904, 703, 935]
notice-para-tsp: 4702–ಟಿ.ಎಸ್.ಪಿ ಕಾಮಗಾರಿಗಳು :– ಒಟ್ಟು 16 ಕಾಮಗಾರಿಗಳು/ಪ್ಯಾಕೇಜ್ ಕಾಮಗಾರಿಗಳು, ಅಂದಾಜು ಮೊತ್ತ ರೂ.206.07ಲಕ್ಷಗಳು, ಕಾಮಗಾರಿಗಳನ್ನು ಪೂರ್ಣಗೊಳಿಸುವ ಕಾಲಾವಧಿ ಮಳೆಗಾಲ ಸಹಿತ ಆರು(6) ತಿಂಗಳುಗಳು. — [12, 151, 346, 170]
portal-line: ಗುತ್ತಿಗೆದಾರರು ಸದರಿ ಕಾಮಗಾರಿಯ ಟೆಂಡರ್ ದಸ್ತಾವೇಜುಗಳನ್ನು ದಿನಾಂಕ:08.07.2025 ರಿಂದ ಕರ್ನಾಟಕ ಸರ್ಕಾರದ ಇ-ಪ್ರೋಕ್ಯೂರ್‌ಮೆಂಟ್ ಪೋರ್ಟಲ್ https://kppp.karnataka.gov.in/ ನಿಂದ ಪಡೆಯಬಹುದು. — [364, 166, 698, 181]
ref-date: ದಿನಾಂಕ: 08.07.2025 — [887, 96, 935, 103]
lot-desc: ಐಟಂ ನಂ.5 : ಶ್ರೀ ಪ್ರವೀಣ್ ಕುಮಾರ್ ಎಸ್.ಕೆ. ವಸತಿ ನಿವೇಶನ, ಖಾತೆ ನಂ. 71/59/1/59/5/70, ಇ-ಖಾತಾ ನಂ. 152500600401020458, ವಿಸ್ತೀರ್ಣ 111.41 ಚ.ಮೀ — [8, 966, 553, 997]
office-name: ಜಿಲ್ಲಾಧಿಕಾರಿಗಳ ಕಾರ್ಯಾಲಯ ಕಲಬುರಗಿ — [492, 42, 606, 53]
karnataka-emblem-icon: ⚜ — [913, 244, 935, 266]
lot-time: 10.00 ರಿಂದ 10.10 — [653, 842, 703, 873]
lot-row — [8, 1214, 703, 1245]
col-auction: ಹರಾಜು ದಿನಾಂಕ — [568, 544, 606, 560]
lot-desc: ಐಟಂ ನಂ.7 : ಶ್ರೀ ಸತೀಶ್ ಕುಮಾರ್ ಎಸ್.ಕೆ. ವಾಣಿಜ್ಯ ಕಟ್ಟಡ, ಖಾತೆ ನಂ. 1626/2/15/3, ಇ-ಖಾತಾ ನಂ. 1626/15/3, ವಿಸ್ತೀರ್ಣ 2520 ಚದರ ಅಡಿ — [8, 1028, 553, 1059]
col-due: ಬಾಕಿ ಮೊತ್ತ — [206, 544, 266, 560]
section-label: ಜಾಹೀರಾತು — [510, 3, 552, 17]
notice-subtitle: ಸದಸ್ಯರಿಗೆ ನೋಟೀಸ್ : 1965ನೇ ವಾರ್ಷಿಕ ಸಾಮಾನ್ಯ ಸಭೆ — [767, 566, 883, 574]
signatory: ಸಹಿ/– ಕಾರ್ಯನಿರ್ವಾಹಕ ಅಭಿಯಂತರರು, — [263, 218, 345, 226]
cell-reserve — [486, 744, 528, 830]
logo-strip — [741, 248, 909, 262]
office-address: ಜ್ಯಾನ್ಸಿಲಕ್ಷ್ಮೀಬಾಯಿ ರಸ್ತೆ, ಮೈಸೂರು – 570 005. — [787, 970, 893, 979]
lot-col-reserve: ಮೀಸಲು ಬೆಲೆ (ರೂ.) — [553, 833, 605, 843]
ad-hootagalli — [710, 24, 940, 234]
dipr-code: ವಾ.ಸಾ.ಸಂ.ಇ/ಕಲಬುರಗಿ/279/ಜಿ.ಎನ್.ಕೋ/2025–26 — [364, 250, 471, 257]
lot-emd: 1,00,800/- — [605, 1090, 653, 1121]
lot-col-emd: ಇಎಂಡಿ (ರೂ.) — [605, 833, 653, 843]
lot-reserve: 10,08,000/- — [553, 997, 605, 1028]
auction-row — [8, 560, 703, 652]
